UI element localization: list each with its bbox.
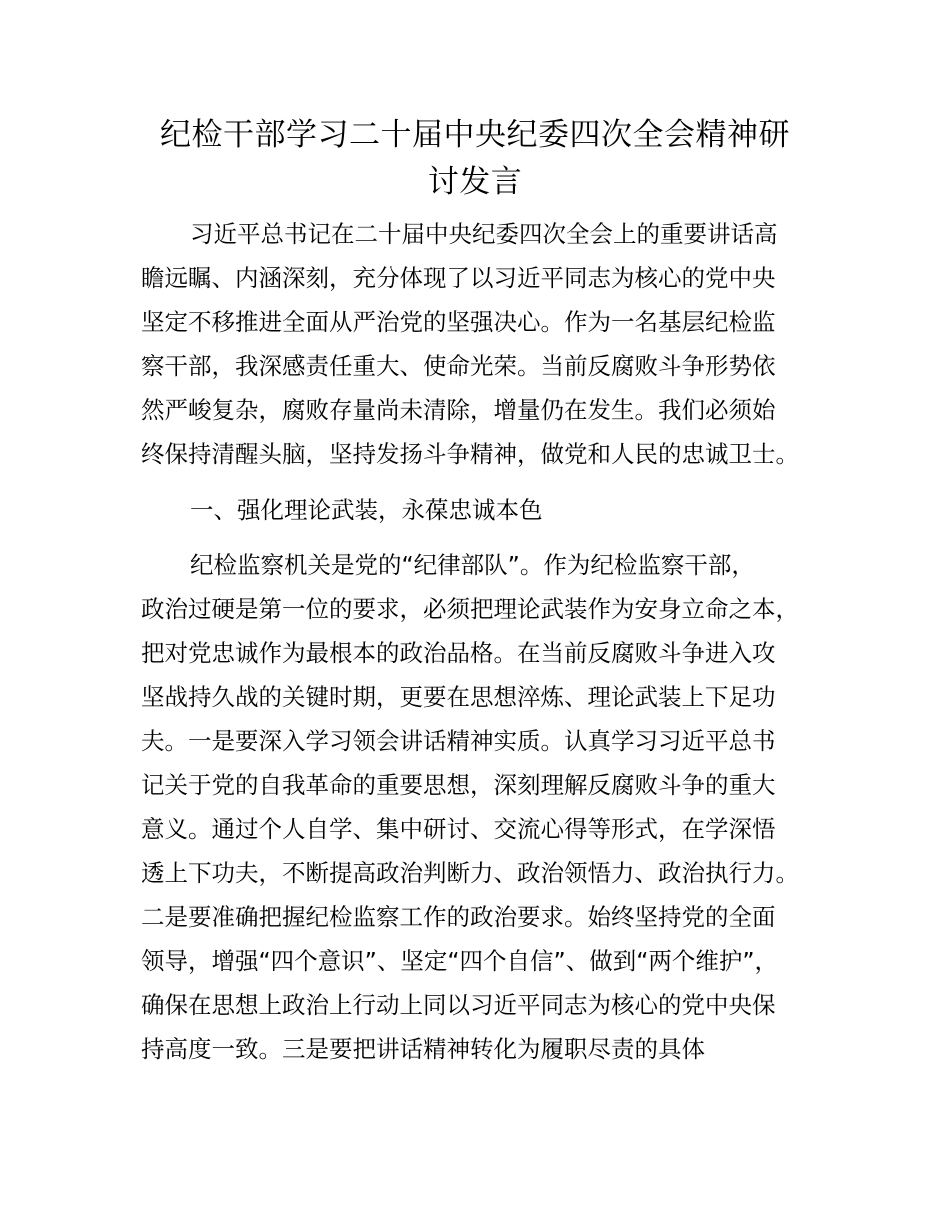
text-line: 领导，增强“四个意识”、坚定“四个自信”、做到“两个维护”， xyxy=(141,947,779,975)
text-line: 记关于党的自我革命的重要思想，深刻理解反腐败斗争的重大 xyxy=(141,771,776,799)
paragraph-section-1 xyxy=(141,543,841,1071)
text-line: 坚战持久战的关键时期，更要在思想淬炼、理论武装上下足功 xyxy=(141,683,776,711)
paragraph-intro xyxy=(141,212,841,476)
section-heading xyxy=(141,488,841,532)
text-line: 夫。一是要深入学习领会讲话精神实质。认真学习习近平总书 xyxy=(141,727,776,755)
section-heading-text: 一、强化理论武装，永葆忠诚本色 xyxy=(190,496,543,524)
text-line: 瞻远瞩、内涵深刻，充分体现了以习近平同志为核心的党中央 xyxy=(141,264,776,292)
text-line: 习近平总书记在二十届中央纪委四次全会上的重要讲话高 xyxy=(190,220,778,248)
document-body xyxy=(141,212,841,1071)
text-line: 纪检监察机关是党的“纪律部队”。作为纪检监察干部， xyxy=(190,551,755,579)
document-title xyxy=(140,112,810,206)
text-line: 然严峻复杂，腐败存量尚未清除，增量仍在发生。我们必须始 xyxy=(141,396,776,424)
title-line-2: 讨发言 xyxy=(427,164,523,200)
text-line: 坚定不移推进全面从严治党的坚强决心。作为一名基层纪检监 xyxy=(141,308,776,336)
text-line: 透上下功夫，不断提高政治判断力、政治领悟力、政治执行力。 xyxy=(141,859,799,887)
text-line: 察干部，我深感责任重大、使命光荣。当前反腐败斗争形势依 xyxy=(141,352,776,380)
text-line: 二是要准确把握纪检监察工作的政治要求。始终坚持党的全面 xyxy=(141,903,776,931)
text-line: 政治过硬是第一位的要求，必须把理论武装作为安身立命之本， xyxy=(141,595,799,623)
title-line-1: 纪检干部学习二十届中央纪委四次全会精神研 xyxy=(160,117,790,153)
text-line: 终保持清醒头脑，坚持发扬斗争精神，做党和人民的忠诚卫士。 xyxy=(141,440,799,468)
text-line: 意义。通过个人自学、集中研讨、交流心得等形式，在学深悟 xyxy=(141,815,776,843)
text-line: 把对党忠诚作为最根本的政治品格。在当前反腐败斗争进入攻 xyxy=(141,639,776,667)
text-line: 确保在思想上政治上行动上同以习近平同志为核心的党中央保 xyxy=(141,991,776,1019)
text-line: 持高度一致。三是要把讲话精神转化为履职尽责的具体 xyxy=(141,1035,705,1063)
